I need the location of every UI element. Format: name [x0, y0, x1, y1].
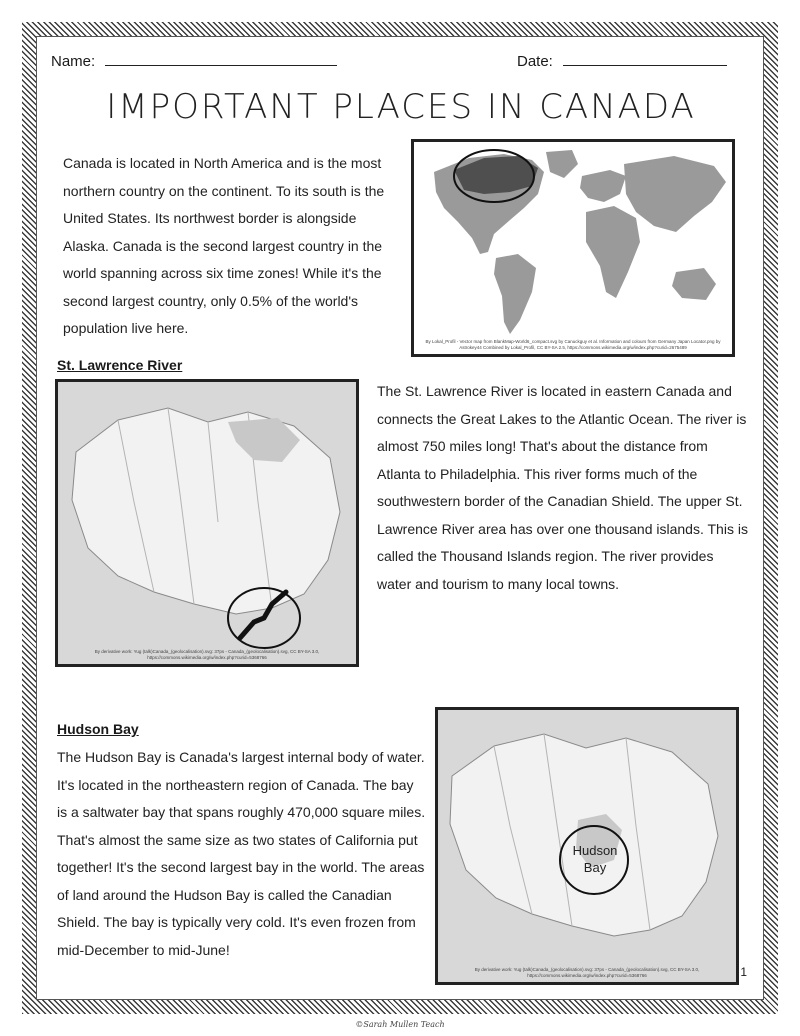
st-lawrence-map-figure — [55, 379, 359, 667]
name-label: Name: — [51, 53, 96, 70]
page-number: 1 — [740, 965, 747, 979]
hudson-bay-heading: Hudson Bay — [57, 721, 139, 737]
world-map-credit: By Lokal_Profil - Vector map from BlankMap-World6_compact.svg by Canuckguy et al. Information and colours from Germany Japan Locator.png by Astrokey44 Combined by Lokal_Profil, CC BY-SA 2.5, https://commons.wikimedia.org/w/index.php?curid=2675489 — [425, 339, 721, 350]
date-field — [517, 51, 727, 70]
hudson-bay-map-figure — [435, 707, 739, 985]
hudson-bay-map-label — [558, 842, 632, 876]
name-field — [51, 51, 337, 70]
world-map-image — [414, 142, 732, 354]
world-map-figure — [411, 139, 735, 357]
page-title: IMPORTANT PLACES IN CANADA — [106, 87, 696, 127]
name-blank[interactable] — [105, 51, 337, 66]
date-blank[interactable] — [563, 51, 727, 66]
hudson-bay-label-line2: Bay — [583, 860, 607, 875]
st-lawrence-heading: St. Lawrence River — [57, 357, 183, 373]
st-lawrence-paragraph: The St. Lawrence River is located in eastern Canada and connects the Great Lakes to the Atlantic Ocean. The river is almost 750 miles long! That's about the distance from Atlanta to Philadelphia. This river forms much of the southwestern border of the Canadian Shield. The upper St. Lawrence River area has over one thousand islands. This is called the Thousand Islands region. The river provides water and tourism to many local towns. — [377, 383, 748, 592]
worksheet-page — [36, 36, 764, 1000]
intro-paragraph: Canada is located in North America and is the most northern country on the continent. To its south is the United States. Its northwest border is alongside Alaska. Canada is the second largest country in the world spanning across six time zones! While it's the second largest country, only 0.5% of the world's population live here. — [63, 155, 385, 336]
hudson-bay-label-line1: Hudson — [572, 843, 618, 858]
date-label: Date: — [517, 53, 553, 70]
hudson-bay-paragraph: The Hudson Bay is Canada's largest internal body of water. It's located in the northeastern region of Canada. The bay is a saltwater bay that spans roughly 470,000 square miles. That's almost the same size as two states of California put together! It's the second largest bay in the world. The areas of land around the Hudson Bay is called the Canadian Shield. The bay is typically very cold. It's even frozen from mid-December to mid-June! — [57, 749, 426, 958]
hudson-bay-map-credit: By derivative work: Yug (talk)Canada_(geolocalisation).svg: 37ps - Canada_(geolocalisation).svg, CC BY-SA 3.0, https://commons.wikimedia.org/w/index.php?curid=5368766 — [474, 967, 700, 978]
st-lawrence-map-image — [58, 382, 356, 664]
copyright: ©Sarah Mullen Teach — [355, 1020, 445, 1029]
st-lawrence-map-credit: By derivative work: Yug (talk)Canada_(geolocalisation).svg: 37ps - Canada_(geolocalisation).svg, CC BY-SA 3.0, https://commons.wikimedia.org/w/index.php?curid=5368766 — [94, 649, 320, 660]
